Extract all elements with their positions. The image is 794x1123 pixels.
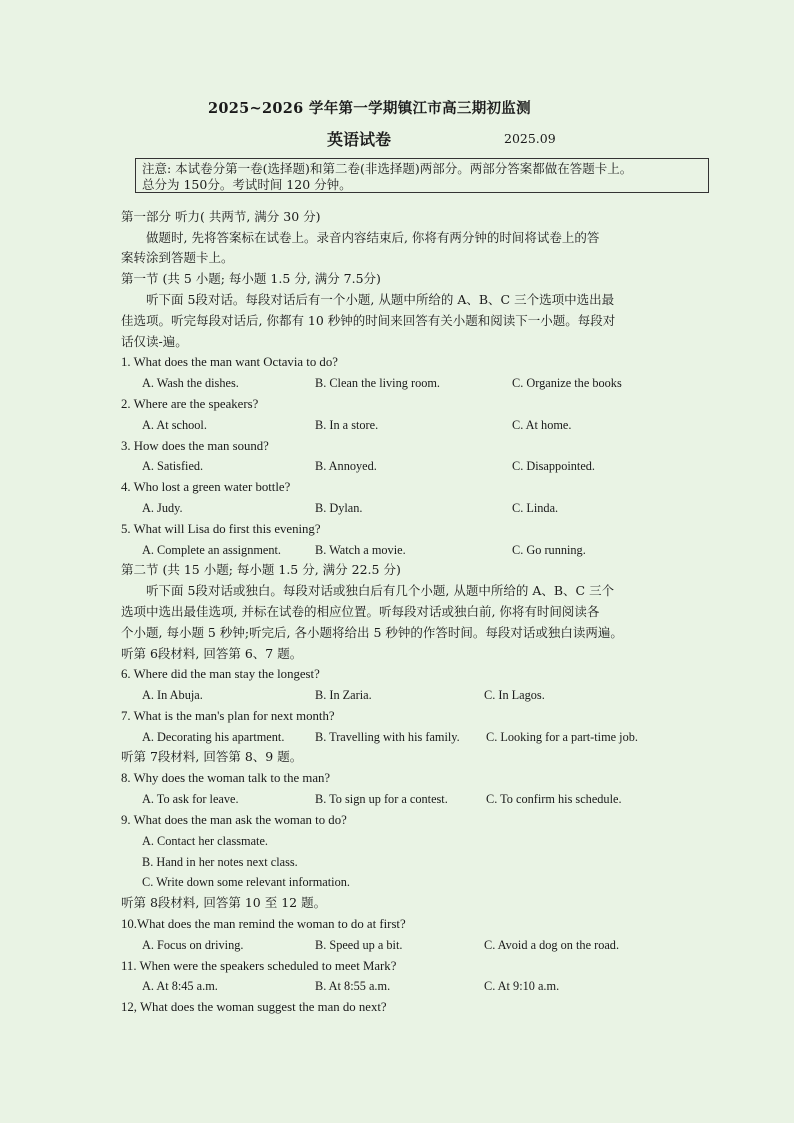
- exam-title: 2025~2026 学年第一学期镇江市高三期初监测: [208, 100, 531, 117]
- section2-instruction: 个小题, 每小题 5 秒钟;听完后, 各小题将给出 5 秒钟的作答时间。每段对话或独白读两遍。: [121, 625, 623, 640]
- option-b: B. Watch a movie.: [315, 543, 406, 557]
- option-a: A. Wash the dishes.: [142, 376, 239, 390]
- part1-instruction: 做题时, 先将答案标在试卷上。录音内容结束后, 你将有两分钟的时间将试卷上的答: [146, 230, 600, 245]
- question-6: 6. Where did the man stay the longest?: [121, 667, 320, 681]
- section1-instruction: 听下面 5段对话。每段对话后有一个小题, 从题中所给的 A、B、C 三个选项中选出最: [146, 292, 615, 307]
- option-c: C. At 9:10 a.m.: [484, 979, 560, 993]
- option-a: A. At school.: [142, 418, 207, 432]
- question-12: 12, What does the woman suggest the man do next?: [121, 1000, 387, 1014]
- question-8: 8. Why does the woman talk to the man?: [121, 771, 331, 785]
- option-c: C. To confirm his schedule.: [486, 792, 622, 806]
- question-1: 1. What does the man want Octavia to do?: [121, 355, 338, 369]
- option-b: B. To sign up for a contest.: [315, 792, 448, 806]
- material-heading: 听第 7段材料, 回答第 8、9 题。: [121, 749, 303, 764]
- question-2: 2. Where are the speakers?: [121, 397, 259, 411]
- notice-line: 注意: 本试卷分第一卷(选择题)和第二卷(非选择题)两部分。两部分答案都做在答题卡上。: [142, 161, 633, 176]
- option-b: B. Speed up a bit.: [315, 938, 403, 952]
- section1-instruction: 话仅读-遍。: [121, 334, 188, 349]
- option-c: C. Disappointed.: [512, 459, 595, 473]
- question-7: 7. What is the man's plan for next month?: [121, 709, 335, 723]
- option-a: A. In Abuja.: [142, 688, 203, 702]
- option-c: C. At home.: [512, 418, 572, 432]
- option-c: C. Organize the books: [512, 376, 622, 390]
- section2-instruction: 听下面 5段对话或独白。每段对话或独白后有几个小题, 从题中所给的 A、B、C 三个: [146, 583, 615, 598]
- option-c: C. Avoid a dog on the road.: [484, 938, 620, 952]
- section1-heading: 第一节 (共 5 小题; 每小题 1.5 分, 满分 7.5分): [121, 271, 381, 286]
- section2-heading: 第二节 (共 15 小题; 每小题 1.5 分, 满分 22.5 分): [121, 562, 401, 577]
- question-11: 11. When were the speakers scheduled to meet Mark?: [121, 959, 397, 973]
- section1-instruction: 佳选项。听完每段对话后, 你都有 10 秒钟的时间来回答有关小题和阅读下一小题。每段对: [121, 313, 616, 328]
- option-c: C. Go running.: [512, 543, 586, 557]
- option-a: A. To ask for leave.: [142, 792, 239, 806]
- option-a: A. Satisfied.: [142, 459, 204, 473]
- notice-box: [135, 158, 709, 193]
- option-b: B. Clean the living room.: [315, 376, 441, 390]
- notice-line: 总分为 150分。考试时间 120 分钟。: [142, 177, 352, 192]
- option-b: B. Travelling with his family.: [315, 730, 460, 744]
- option-b: B. Dylan.: [315, 501, 363, 515]
- section2-instruction: 选项中选出最佳选项, 并标在试卷的相应位置。听每段对话或独白前, 你将有时间阅读各: [121, 604, 600, 619]
- option-a: A. At 8:45 a.m.: [142, 979, 218, 993]
- material-heading: 听第 8段材料, 回答第 10 至 12 题。: [121, 895, 327, 910]
- option-b: B. Hand in her notes next class.: [142, 855, 298, 869]
- subject-title: 英语试卷: [327, 130, 392, 149]
- question-10: 10.What does the man remind the woman to do at first?: [121, 917, 406, 931]
- option-a: A. Focus on driving.: [142, 938, 244, 952]
- option-b: B. At 8:55 a.m.: [315, 979, 391, 993]
- option-b: B. In a store.: [315, 418, 379, 432]
- option-a: A. Complete an assignment.: [142, 543, 282, 557]
- option-c: C. Linda.: [512, 501, 559, 515]
- option-a: A. Contact her classmate.: [142, 834, 269, 848]
- question-4: 4. Who lost a green water bottle?: [121, 480, 291, 494]
- option-c: C. In Lagos.: [484, 688, 545, 702]
- exam-date: 2025.09: [504, 131, 556, 146]
- question-3: 3. How does the man sound?: [121, 439, 269, 453]
- option-a: A. Decorating his apartment.: [142, 730, 285, 744]
- question-5: 5. What will Lisa do first this evening?: [121, 522, 321, 536]
- part1-instruction: 案转涂到答题卡上。: [121, 250, 234, 265]
- part1-heading: 第一部分 听力( 共两节, 满分 30 分): [121, 209, 321, 224]
- option-c: C. Write down some relevant information.: [142, 875, 350, 889]
- option-b: B. Annoyed.: [315, 459, 377, 473]
- option-a: A. Judy.: [142, 501, 183, 515]
- question-9: 9. What does the man ask the woman to do?: [121, 813, 347, 827]
- option-c: C. Looking for a part-time job.: [486, 730, 638, 744]
- material-heading: 听第 6段材料, 回答第 6、7 题。: [121, 646, 303, 661]
- option-b: B. In Zaria.: [315, 688, 372, 702]
